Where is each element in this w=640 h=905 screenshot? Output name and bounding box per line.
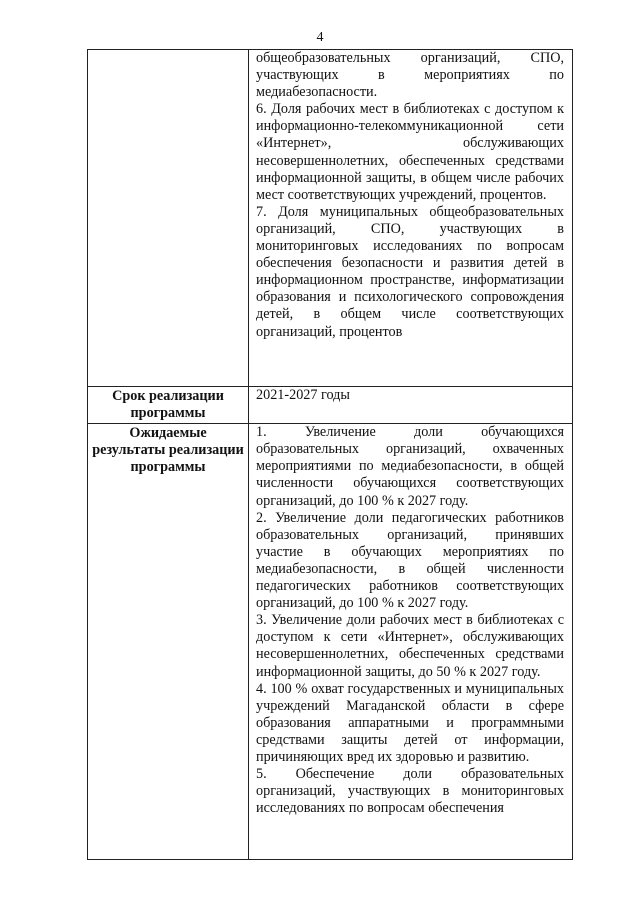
result-4: 4. 100 % охват государственных и муниципальных учреждений Магаданской области в сфере образования аппаратными и программными средствами защиты детей от информации, причиняющих вред их здоровью и развитию. xyxy=(256,680,564,765)
result-5: 5. Обеспечение доли образовательных организаций, участвующих в мониторинговых исследованиях по вопросам обеспечения xyxy=(256,766,564,817)
row-content-period xyxy=(249,387,573,424)
table-row xyxy=(88,424,573,860)
row-content-results xyxy=(249,424,573,860)
page-number: 4 xyxy=(316,30,324,45)
result-2: 2. Увеличение доли педагогических работников образовательных организаций, принявших участие в обучающих мероприятиях по медиабезопасности, в общей численности педагогических работников соответствующих организаций, до 100 % к 2027 году. xyxy=(256,509,564,612)
table-row xyxy=(88,50,573,387)
row-content-indicators xyxy=(249,50,573,387)
indicator-7: 7. Доля муниципальных общеобразовательных организаций, СПО, участвующих в мониторинговых исследованиях по вопросам обеспечения безопасности и развития детей в информационном пространстве, информатизации образования и психологического сопровождения детей, в общем числе соответствующих организаций, процентов xyxy=(256,203,564,340)
row-label-period: Срок реализации программы xyxy=(88,387,249,424)
indicator-text-continued: общеобразовательных организаций, СПО, участвующих в мероприятиях по медиабезопасности. xyxy=(256,50,564,101)
program-passport-table xyxy=(87,49,573,860)
table-row xyxy=(88,387,573,424)
result-1: 1. Увеличение доли обучающихся образовательных организаций, охваченных мероприятиями по медиабезопасности, в общей численности обучающихся соответствующих организаций, до 100 % к 2027 году. xyxy=(256,424,564,509)
period-value: 2021-2027 годы xyxy=(256,387,350,403)
row-label-results: Ожидаемые результаты реализации программы xyxy=(88,424,249,860)
row-label xyxy=(88,50,249,387)
result-3: 3. Увеличение доли рабочих мест в библиотеках с доступом к сети «Интернет», обслуживающих несовершеннолетних, обеспеченных средствами информационной защиты, до 50 % к 2027 году. xyxy=(256,612,564,680)
indicator-6: 6. Доля рабочих мест в библиотеках с доступом к информационно-телекоммуникационной сети «Интернет», обслуживающих несовершеннолетних, обеспеченных средствами информационной защиты, в общем числе рабочих мест соответствующих учреждений, процентов. xyxy=(256,101,564,203)
